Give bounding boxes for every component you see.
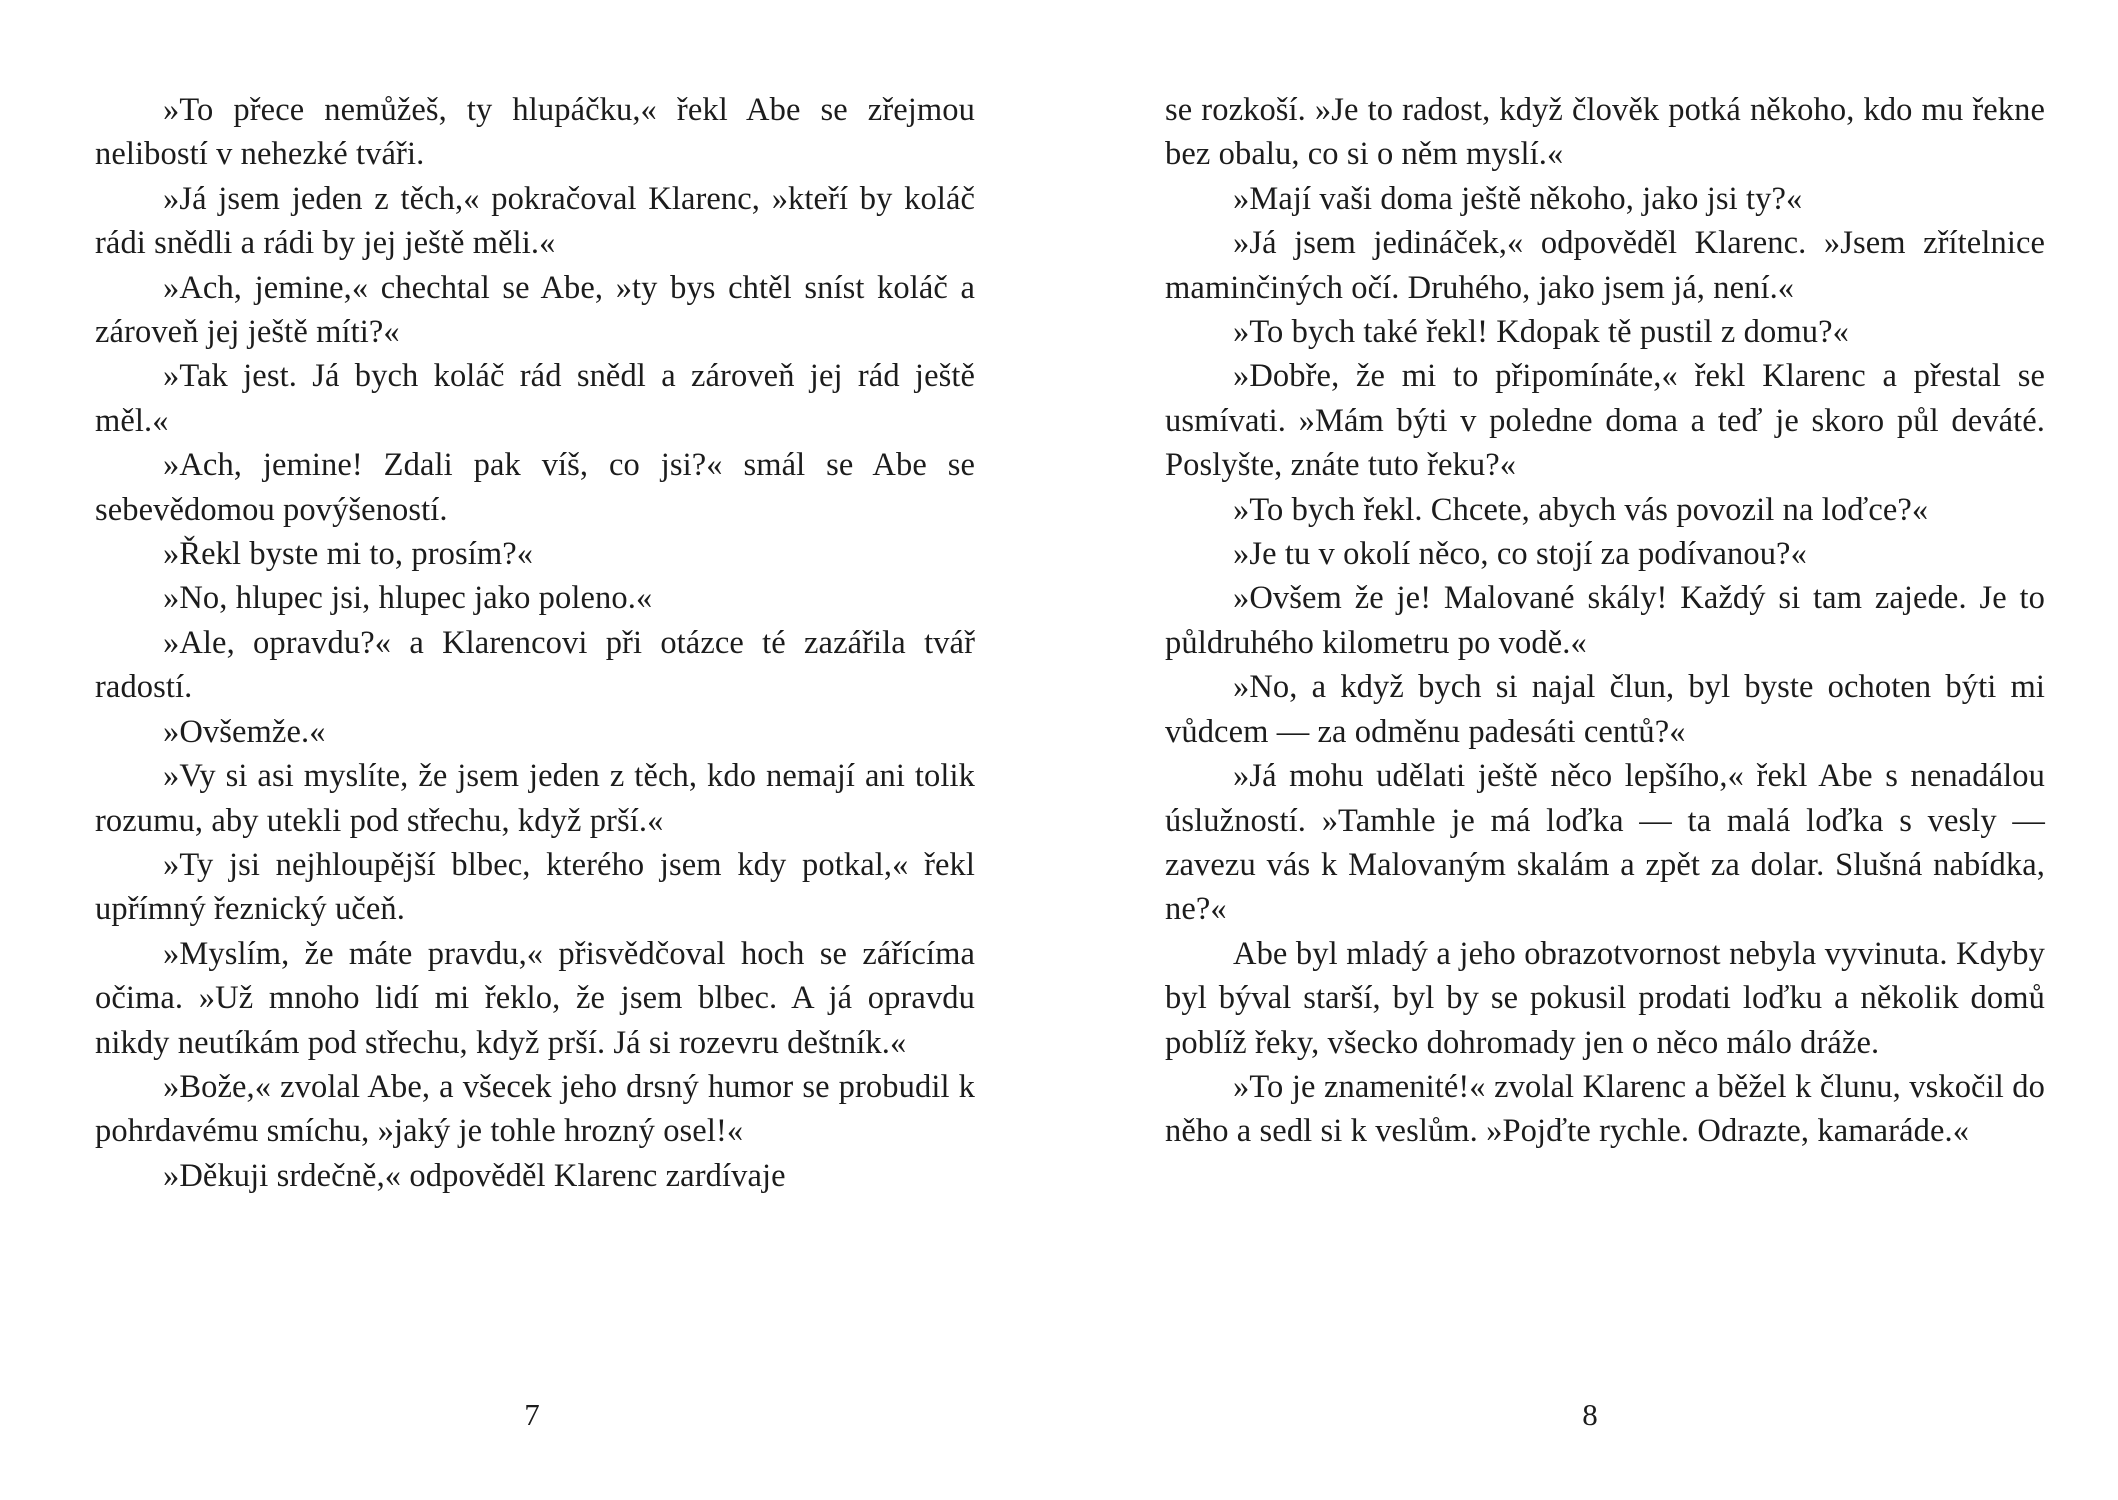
paragraph: »Ach, jemine,« chechtal se Abe, »ty bys chtěl sníst koláč a zároveň jej ještě míti?« [95, 269, 975, 351]
paragraph: »Ovšem že je! Malované skály! Každý si tam zajede. Je to půldruhého kilometru po vodě.« [1165, 580, 2045, 661]
paragraph: »Já jsem jedináček,« odpověděl Klarenc. »Jsem zřítelnice maminčiných očí. Druhého, jako jsem já, není.« [1165, 225, 2045, 306]
paragraph: »Děkuji srdečně,« odpověděl Klarenc zardívaje [163, 1157, 786, 1194]
paragraph: »No, hlupec jsi, hlupec jako poleno.« [163, 580, 653, 617]
paragraph: »Ale, opravdu?« a Klarencovi při otázce té zazářila tvář radostí. [95, 624, 975, 706]
paragraph: »Bože,« zvolal Abe, a všecek jeho drsný humor se probudil k pohrdavému smíchu, »jaký je tohle hrozný osel!« [95, 1068, 975, 1150]
paragraph: »Já jsem jeden z těch,« pokračoval Klarenc, »kteří by koláč rádi snědli a rádi by jej ještě měli.« [95, 180, 975, 262]
paragraph: »Je tu v okolí něco, co stojí za podívanou?« [1233, 536, 1807, 573]
paragraph: »Mají vaši doma ještě někoho, jako jsi ty?« [1233, 180, 1803, 217]
continued-paragraph: se rozkoší. »Je to radost, když člověk potká někoho, kdo mu řekne bez obalu, co si o něm myslí.« [1165, 92, 2045, 173]
paragraph: »No, a když bych si najal člun, byl byste ochoten býti mi vůdcem — za odměnu padesáti centů?« [1165, 669, 2045, 750]
page-number-left: 7 [524, 1397, 540, 1432]
paragraph: »Řekl byste mi to, prosím?« [163, 536, 534, 573]
paragraph: »Já mohu udělati ještě něco lepšího,« řekl Abe s nenadálou úslužností. »Tamhle je má loďka — ta malá loďka s vesly — zavezu vás k Malovaným skalám a zpět za dolar. Slušná nabídka, ne?« [1165, 758, 2045, 928]
paragraph: »Ach, jemine! Zdali pak víš, co jsi?« smál se Abe se sebevědomou povýšeností. [95, 447, 975, 528]
left-page [95, 88, 975, 1198]
page-number-right: 8 [1582, 1397, 1598, 1432]
paragraph: »To přece nemůžeš, ty hlupáčku,« řekl Abe se zřejmou nelibostí v nehezké tváři. [95, 92, 975, 173]
paragraph: »Tak jest. Já bych koláč rád snědl a zároveň jej rád ještě měl.« [95, 358, 975, 439]
paragraph: »To je znamenité!« zvolal Klarenc a běžel k člunu, vskočil do něho a sedl si k veslům. »Pojďte rychle. Odrazte, kamaráde.« [1165, 1068, 2045, 1150]
paragraph: »Myslím, že máte pravdu,« přisvědčoval hoch se zářícíma očima. »Už mnoho lidí mi řeklo, že jsem blbec. A já opravdu nikdy neutíkám pod střechu, když prší. Já si rozevru deštník.« [95, 935, 975, 1061]
paragraph: Abe byl mladý a jeho obrazotvornost nebyla vyvinuta. Kdyby byl býval starší, byl by se pokusil prodati loďku a několik domů poblíž řeky, všecko dohromady jen o něco málo dráže. [1165, 935, 2045, 1061]
paragraph: »Dobře, že mi to připomínáte,« řekl Klarenc a přestal se usmívati. »Mám býti v poledne doma a teď je skoro půl deváté. Poslyšte, znáte tuto řeku?« [1165, 358, 2045, 484]
paragraph: »Ty jsi nejhloupější blbec, kterého jsem kdy potkal,« řekl upřímný řeznický učeň. [95, 846, 975, 928]
paragraph: »To bych také řekl! Kdopak tě pustil z domu?« [1233, 314, 1849, 351]
paragraph: »To bych řekl. Chcete, abych vás povozil na loďce?« [1233, 491, 1929, 528]
right-page [1165, 88, 2045, 1154]
paragraph: »Vy si asi myslíte, že jsem jeden z těch, kdo nemají ani tolik rozumu, aby utekli pod střechu, když prší.« [95, 758, 975, 839]
paragraph: »Ovšemže.« [163, 713, 326, 750]
